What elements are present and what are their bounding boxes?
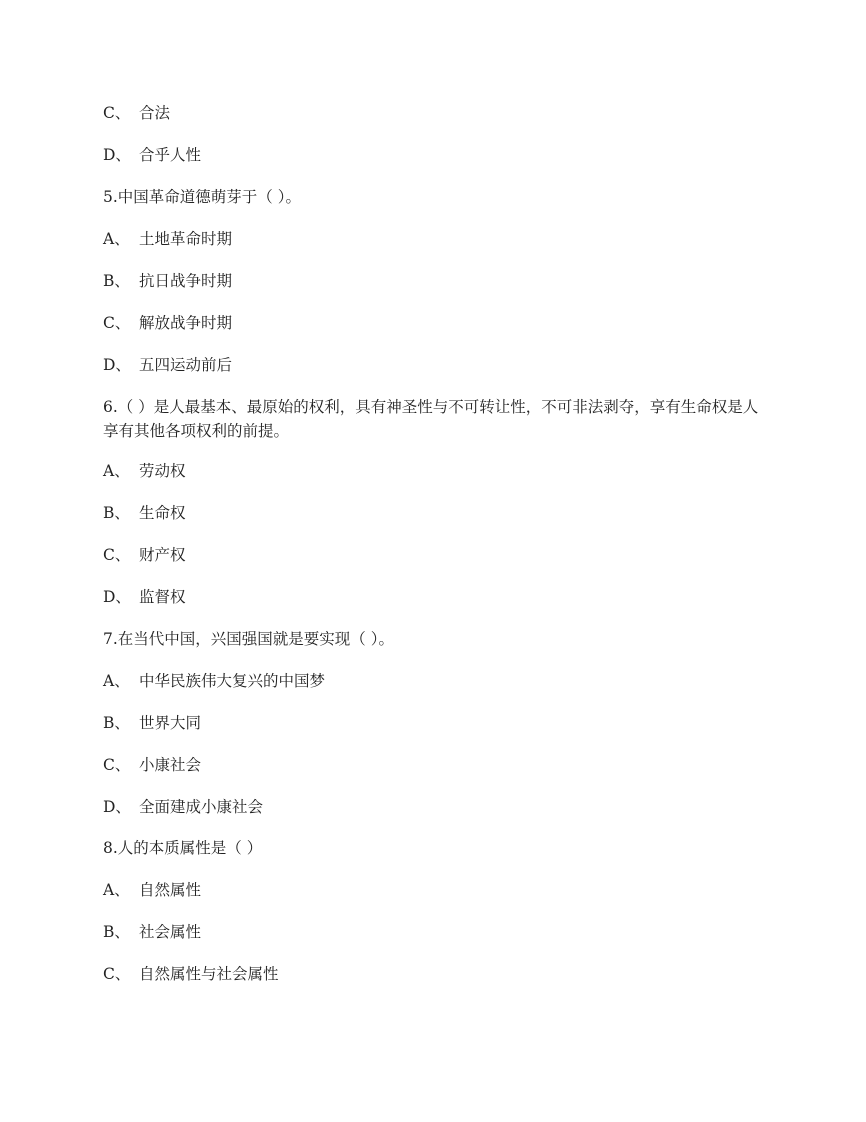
option-letter: A、 — [103, 672, 130, 690]
option-q7-c — [103, 755, 201, 775]
option-text: 五四运动前后 — [139, 356, 233, 374]
question-8: 8.人的本质属性是（ ） — [103, 839, 263, 857]
option-text: 世界大同 — [139, 714, 202, 732]
option-text: 劳动权 — [139, 462, 186, 480]
option-text: 小康社会 — [139, 756, 202, 774]
option-text: 自然属性与社会属性 — [139, 965, 279, 983]
option-text: 合法 — [139, 104, 171, 122]
option-q4-c — [103, 103, 170, 123]
option-q8-b — [103, 922, 201, 942]
option-letter: B、 — [103, 272, 130, 290]
option-q6-d — [103, 587, 186, 607]
option-letter: C、 — [103, 546, 131, 564]
option-text: 土地革命时期 — [139, 230, 233, 248]
option-text: 财产权 — [139, 546, 186, 564]
question-5: 5.中国革命道德萌芽于（ ）。 — [103, 188, 301, 206]
option-q7-d — [103, 797, 263, 817]
option-letter: A、 — [103, 462, 130, 480]
option-letter: C、 — [103, 104, 131, 122]
option-q7-b — [103, 713, 201, 733]
option-text: 生命权 — [139, 504, 186, 522]
option-letter: D、 — [103, 356, 131, 374]
option-text: 社会属性 — [139, 923, 202, 941]
option-q6-b — [103, 503, 186, 523]
option-letter: B、 — [103, 714, 130, 732]
question-7: 7.在当代中国，兴国强国就是要实现（ ）。 — [103, 630, 394, 648]
option-letter: B、 — [103, 923, 130, 941]
option-q8-c — [103, 964, 279, 984]
option-text: 解放战争时期 — [139, 314, 233, 332]
option-q5-a — [103, 229, 232, 249]
option-letter: A、 — [103, 881, 130, 899]
option-q4-d — [103, 145, 201, 165]
option-q7-a — [103, 671, 325, 691]
option-letter: C、 — [103, 756, 131, 774]
option-letter: D、 — [103, 146, 131, 164]
option-q6-a — [103, 461, 186, 481]
option-text: 全面建成小康社会 — [139, 798, 264, 816]
option-letter: A、 — [103, 230, 130, 248]
option-q5-b — [103, 271, 232, 291]
option-text: 监督权 — [139, 588, 186, 606]
option-q8-a — [103, 880, 201, 900]
option-q5-d — [103, 355, 232, 375]
option-q5-c — [103, 313, 232, 333]
option-text: 抗日战争时期 — [139, 272, 233, 290]
option-letter: D、 — [103, 588, 131, 606]
option-q6-c — [103, 545, 186, 565]
option-letter: C、 — [103, 965, 131, 983]
option-letter: C、 — [103, 314, 131, 332]
option-text: 合乎人性 — [139, 146, 202, 164]
option-text: 自然属性 — [139, 881, 202, 899]
option-letter: D、 — [103, 798, 131, 816]
option-letter: B、 — [103, 504, 130, 522]
question-6: 6.（ ）是人最基本、最原始的权利，具有神圣性与不可转让性，不可非法剥夺，享有生命权是人享有其他各项权利的前提。 — [103, 398, 759, 440]
option-text: 中华民族伟大复兴的中国梦 — [139, 672, 326, 690]
